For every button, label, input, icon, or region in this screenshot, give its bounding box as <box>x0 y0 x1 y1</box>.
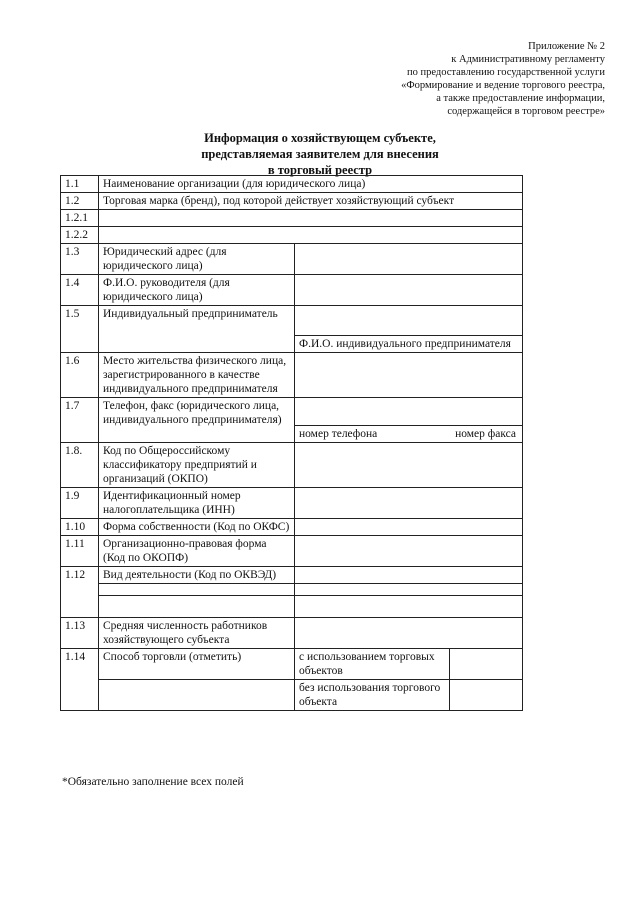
row-number: 1.13 <box>61 618 99 649</box>
employees-field[interactable] <box>295 618 523 649</box>
phone-fax-field[interactable] <box>295 398 523 443</box>
row-number: 1.1 <box>61 176 99 193</box>
okved-extra-field-2[interactable] <box>295 596 523 618</box>
row-label: Форма собственности (Код по ОКФС) <box>99 519 295 536</box>
row-number: 1.3 <box>61 244 99 275</box>
table-row <box>61 244 523 275</box>
option-without-store-checkbox[interactable] <box>449 680 522 711</box>
row-label: Вид деятельности (Код по ОКВЭД) <box>99 567 295 584</box>
row-label: Торговая марка (бренд), под которой действует хозяйствующий субъект <box>99 193 523 210</box>
entrepreneur-field[interactable] <box>295 306 523 353</box>
header-line: содержащейся в торговом реестре» <box>447 106 605 117</box>
appendix-header <box>305 40 605 118</box>
phone-caption: номер телефона <box>299 428 378 440</box>
row-number: 1.5 <box>61 306 99 353</box>
table-row <box>61 649 523 680</box>
table-row <box>61 596 523 618</box>
row-label: Телефон, факс (юридического лица, индивидуального предпринимателя) <box>99 398 295 443</box>
table-row <box>61 193 523 210</box>
row-label: Организационно-правовая форма (Код по ОКОПФ) <box>99 536 295 567</box>
legal-address-field[interactable] <box>295 244 523 275</box>
document-title <box>0 130 640 178</box>
table-row <box>61 680 523 711</box>
row-number: 1.10 <box>61 519 99 536</box>
okfs-field[interactable] <box>295 519 523 536</box>
row-number: 1.7 <box>61 398 99 443</box>
table-row <box>61 176 523 193</box>
okved-extra-label-2 <box>99 596 295 618</box>
director-name-field[interactable] <box>295 275 523 306</box>
table-row <box>61 488 523 519</box>
entrepreneur-name-line[interactable] <box>295 307 522 336</box>
trade-method-blank <box>99 680 295 711</box>
row-number: 1.6 <box>61 353 99 398</box>
brand-field-1[interactable] <box>99 210 523 227</box>
title-line: в торговый реестр <box>267 163 373 177</box>
option-with-stores-label: с использованием торговых объектов <box>295 649 450 680</box>
row-label: Индивидуальный предприниматель <box>99 306 295 353</box>
table-row <box>61 210 523 227</box>
okopf-field[interactable] <box>295 536 523 567</box>
brand-field-2[interactable] <box>99 227 523 244</box>
row-number: 1.11 <box>61 536 99 567</box>
row-label: Код по Общероссийскому классификатору предприятий и организаций (ОКПО) <box>99 443 295 488</box>
header-line: к Административному регламенту <box>451 54 605 65</box>
table-row <box>61 567 523 584</box>
table-row <box>61 398 523 443</box>
row-number: 1.9 <box>61 488 99 519</box>
okved-extra-label-1 <box>99 584 295 596</box>
footnote: *Обязательно заполнение всех полей <box>62 776 244 788</box>
header-line: по предоставлению государственной услуги <box>407 67 605 78</box>
row-number: 1.14 <box>61 649 99 711</box>
option-without-store-label: без использования торгового объекта <box>295 680 450 711</box>
okved-extra-field-1[interactable] <box>295 584 523 596</box>
option-with-stores-checkbox[interactable] <box>449 649 522 680</box>
row-number: 1.2.1 <box>61 210 99 227</box>
header-line: Приложение № 2 <box>528 41 605 52</box>
fax-caption: номер факса <box>455 428 516 440</box>
table-row <box>61 519 523 536</box>
row-label: Место жительства физического лица, зарегистрированного в качестве индивидуального предпринимателя <box>99 353 295 398</box>
table-row <box>61 443 523 488</box>
row-number: 1.2 <box>61 193 99 210</box>
entrepreneur-name-caption: Ф.И.О. индивидуального предпринимателя <box>299 338 511 350</box>
phone-fax-entry[interactable] <box>299 399 518 425</box>
header-line: а также предоставление информации, <box>436 93 605 104</box>
row-number: 1.8. <box>61 443 99 488</box>
row-label: Способ торговли (отметить) <box>99 649 295 680</box>
title-line: представляемая заявителем для внесения <box>201 147 439 161</box>
okved-field[interactable] <box>295 567 523 584</box>
table-row <box>61 227 523 244</box>
row-label: Идентификационный номер налогоплательщика (ИНН) <box>99 488 295 519</box>
title-line: Информация о хозяйствующем субъекте, <box>204 131 436 145</box>
table-row <box>61 618 523 649</box>
table-row <box>61 275 523 306</box>
table-row <box>61 536 523 567</box>
row-number: 1.4 <box>61 275 99 306</box>
info-form-table <box>60 175 523 711</box>
inn-field[interactable] <box>295 488 523 519</box>
table-row <box>61 306 523 353</box>
row-label: Наименование организации (для юридического лица) <box>99 176 523 193</box>
residence-field[interactable] <box>295 353 523 398</box>
row-label: Средняя численность работников хозяйствующего субъекта <box>99 618 295 649</box>
row-number: 1.2.2 <box>61 227 99 244</box>
row-label: Юридический адрес (для юридического лица) <box>99 244 295 275</box>
header-line: «Формирование и ведение торгового реестра, <box>401 80 605 91</box>
row-number: 1.12 <box>61 567 99 618</box>
row-label: Ф.И.О. руководителя (для юридического лица) <box>99 275 295 306</box>
okpo-field[interactable] <box>295 443 523 488</box>
table-row <box>61 353 523 398</box>
table-row <box>61 584 523 596</box>
